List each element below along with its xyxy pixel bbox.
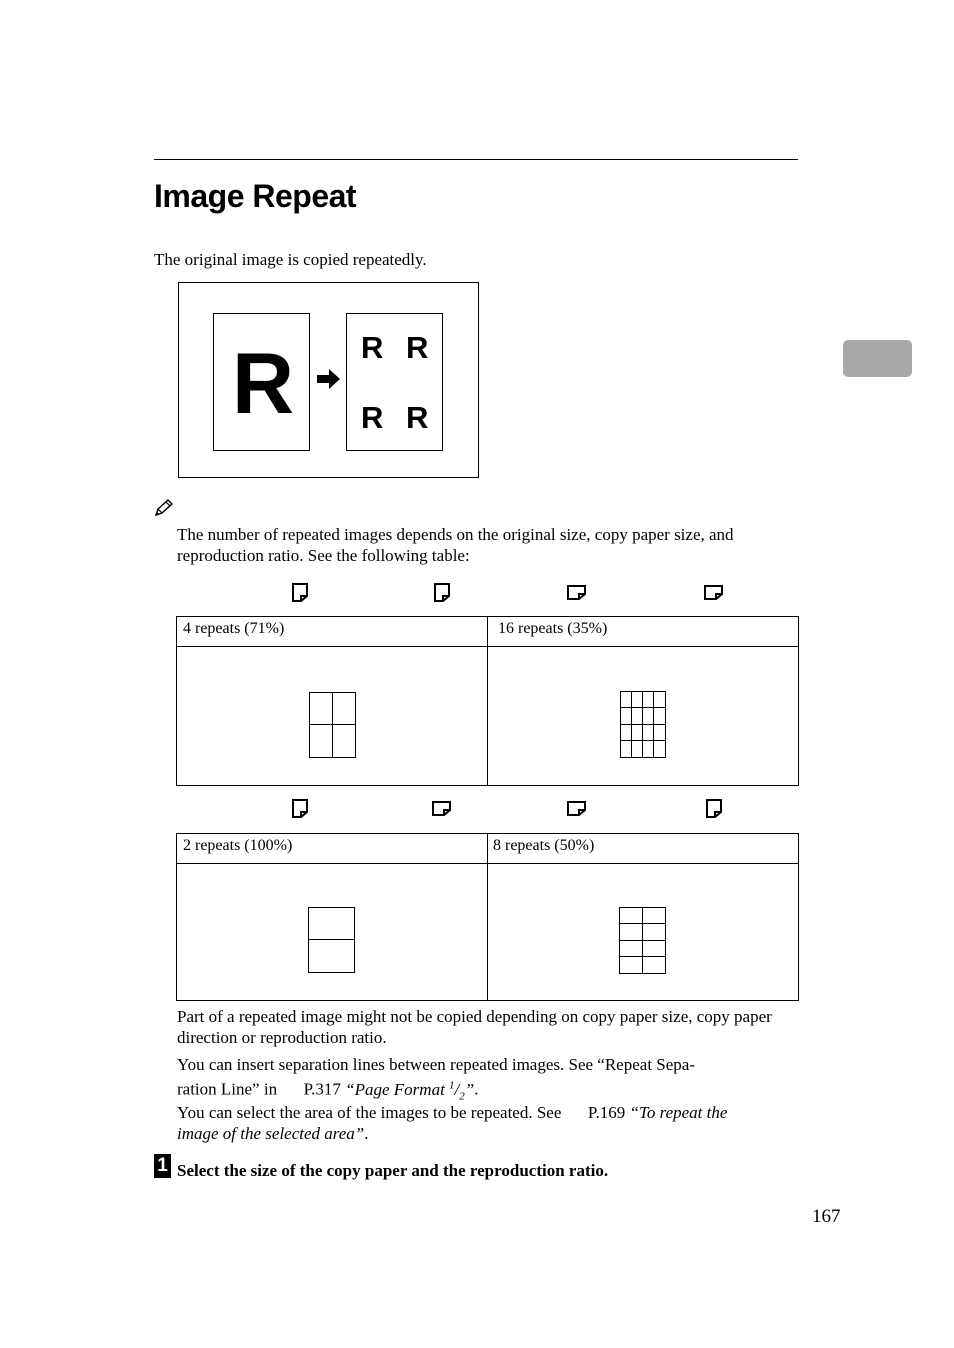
- note-line: ration Line” in P.317 “Page Format $^1/_2$”.: [177, 1079, 479, 1103]
- grid-cell: [309, 908, 354, 940]
- portrait-paper-icon: [706, 799, 722, 818]
- cell-label: 4 repeats (71%): [183, 620, 285, 637]
- note-paragraph: [177, 1102, 799, 1144]
- grid-cell: [310, 725, 333, 757]
- repeated-letter: R: [361, 400, 384, 435]
- grid-cell: [620, 957, 643, 973]
- portrait-paper-icon: [434, 583, 450, 602]
- note-text: ration Line” in: [177, 1079, 278, 1099]
- cell-label: 8 repeats (50%): [493, 837, 595, 854]
- repeated-letter: R: [406, 400, 429, 435]
- note-text: You can select the area of the images to be repeated. See: [177, 1103, 562, 1122]
- page-title: Image Repeat: [154, 178, 357, 214]
- repeat-layout-grid: [619, 907, 666, 974]
- repeat-layout-grid: [308, 907, 355, 973]
- grid-cell: [632, 708, 643, 724]
- page-number: 167: [812, 1206, 841, 1227]
- landscape-paper-icon: [704, 585, 723, 600]
- column-divider: [487, 617, 488, 785]
- grid-cell: [643, 908, 666, 924]
- step-instruction: Select the size of the copy paper and the reproduction ratio.: [177, 1161, 609, 1180]
- step-number-badge: 1: [154, 1154, 171, 1178]
- repeat-illustration: [178, 282, 479, 478]
- grid-cell: [333, 693, 356, 725]
- grid-cell: [309, 940, 354, 972]
- page-reference[interactable]: P.169: [587, 1103, 626, 1122]
- grid-cell: [654, 741, 665, 757]
- grid-cell: [632, 725, 643, 741]
- grid-cell: [621, 725, 632, 741]
- grid-cell: [643, 708, 654, 724]
- grid-cell: [632, 692, 643, 708]
- cell-label: 16 repeats (35%): [498, 620, 608, 637]
- note-paragraph: Part of a repeated image might not be copied depending on copy paper size, copy paper direction or reproduction ratio.: [177, 1007, 772, 1047]
- grid-cell: [310, 693, 333, 725]
- grid-cell: [333, 725, 356, 757]
- grid-cell: [621, 741, 632, 757]
- repeat-table-2: [176, 833, 799, 1001]
- right-arrow-icon: [317, 369, 341, 389]
- note-text: The number of repeated images depends on the original size, copy paper size, and reproduction ratio. See the following table:: [177, 525, 734, 565]
- grid-cell: [643, 941, 666, 957]
- repeat-table-1: [176, 616, 799, 786]
- grid-cell: [632, 741, 643, 757]
- column-divider: [487, 834, 488, 1000]
- repeat-layout-grid: [309, 692, 356, 758]
- grid-cell: [620, 908, 643, 924]
- portrait-paper-icon: [292, 583, 308, 602]
- landscape-paper-icon: [567, 585, 586, 600]
- cross-reference-link[interactable]: “To repeat the: [629, 1103, 728, 1122]
- grid-cell: [621, 708, 632, 724]
- grid-cell: [643, 741, 654, 757]
- original-sheet: [213, 313, 310, 451]
- intro-text: The original image is copied repeatedly.: [154, 250, 427, 269]
- grid-cell: [654, 725, 665, 741]
- grid-cell: [620, 941, 643, 957]
- portrait-paper-icon: [292, 799, 308, 818]
- repeated-letter: R: [361, 330, 384, 365]
- landscape-paper-icon: [567, 801, 586, 816]
- note-line: image of the selected area”.: [177, 1124, 369, 1143]
- note-paragraph: [177, 1054, 799, 1107]
- grid-cell: [643, 957, 666, 973]
- landscape-paper-icon: [432, 801, 451, 816]
- cross-reference-link[interactable]: image of the selected area”: [177, 1124, 365, 1143]
- pencil-note-icon: [154, 499, 174, 517]
- header-rule: [154, 159, 798, 160]
- page-reference[interactable]: P.317: [303, 1079, 341, 1099]
- cross-reference-link[interactable]: “Page Format $^1/_2$”: [345, 1079, 475, 1103]
- repeated-letter: R: [406, 330, 429, 365]
- grid-cell: [620, 924, 643, 940]
- cell-label: 2 repeats (100%): [183, 837, 293, 854]
- grid-cell: [643, 725, 654, 741]
- grid-cell: [643, 692, 654, 708]
- chapter-tab: [843, 340, 912, 377]
- repeat-layout-grid: [620, 691, 666, 758]
- grid-cell: [654, 692, 665, 708]
- note-line: You can insert separation lines between repeated images. See “Repeat Sepa-: [177, 1055, 696, 1074]
- note-line: [177, 1102, 799, 1123]
- repeated-sheet: [346, 313, 443, 451]
- grid-cell: [654, 708, 665, 724]
- original-letter: R: [232, 336, 295, 432]
- grid-cell: [621, 692, 632, 708]
- grid-cell: [643, 924, 666, 940]
